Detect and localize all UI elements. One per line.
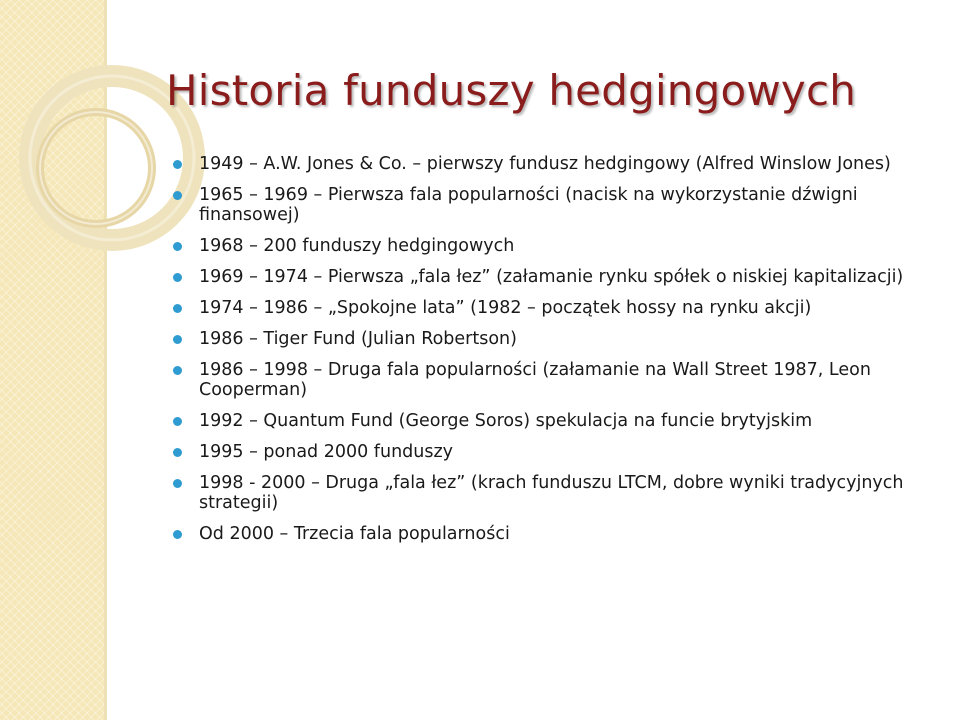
bullet-dot-icon bbox=[173, 479, 182, 488]
bullet-item bbox=[170, 298, 905, 318]
bullet-list bbox=[170, 154, 905, 555]
bullet-item bbox=[170, 524, 905, 544]
bullet-dot-icon bbox=[173, 304, 182, 313]
bullet-item bbox=[170, 154, 905, 174]
slide-title: Historia funduszy hedgingowych bbox=[166, 66, 857, 115]
bullet-item bbox=[170, 236, 905, 256]
bullet-item bbox=[170, 442, 905, 462]
bullet-item bbox=[170, 360, 905, 400]
bullet-dot-icon bbox=[173, 191, 182, 200]
bullet-item bbox=[170, 267, 905, 287]
bullet-dot-icon bbox=[173, 530, 182, 539]
bullet-text: 1986 – 1998 – Druga fala popularności (załamanie na Wall Street 1987, Leon Cooperman) bbox=[199, 360, 871, 400]
bullet-dot-icon bbox=[173, 273, 182, 282]
bullet-dot-icon bbox=[173, 448, 182, 457]
bullet-dot-icon bbox=[173, 417, 182, 426]
bullet-item bbox=[170, 329, 905, 349]
bullet-text: 1986 – Tiger Fund (Julian Robertson) bbox=[199, 329, 517, 349]
bullet-dot-icon bbox=[173, 335, 182, 344]
bullet-item bbox=[170, 411, 905, 431]
bullet-dot-icon bbox=[173, 366, 182, 375]
bullet-text: 1992 – Quantum Fund (George Soros) spekulacja na funcie brytyjskim bbox=[199, 411, 813, 431]
bullet-text: 1974 – 1986 – „Spokojne lata” (1982 – początek hossy na rynku akcji) bbox=[199, 298, 812, 318]
bullet-text: 1998 - 2000 – Druga „fala łez” (krach funduszu LTCM, dobre wyniki tradycyjnych strategii) bbox=[199, 473, 904, 513]
bullet-dot-icon bbox=[173, 242, 182, 251]
bullet-text: 1965 – 1969 – Pierwsza fala popularności (nacisk na wykorzystanie dźwigni finansowej) bbox=[199, 185, 858, 225]
bullet-text: 1949 – A.W. Jones & Co. – pierwszy fundusz hedgingowy (Alfred Winslow Jones) bbox=[199, 154, 891, 174]
bullet-text: Od 2000 – Trzecia fala popularności bbox=[199, 524, 510, 544]
bullet-item bbox=[170, 185, 905, 225]
bullet-text: 1995 – ponad 2000 funduszy bbox=[199, 442, 454, 462]
bullet-text: 1969 – 1974 – Pierwsza „fala łez” (załamanie rynku spółek o niskiej kapitalizacji) bbox=[199, 267, 904, 287]
bullet-dot-icon bbox=[173, 160, 182, 169]
bullet-item bbox=[170, 473, 905, 513]
bullet-text: 1968 – 200 funduszy hedgingowych bbox=[199, 236, 515, 256]
